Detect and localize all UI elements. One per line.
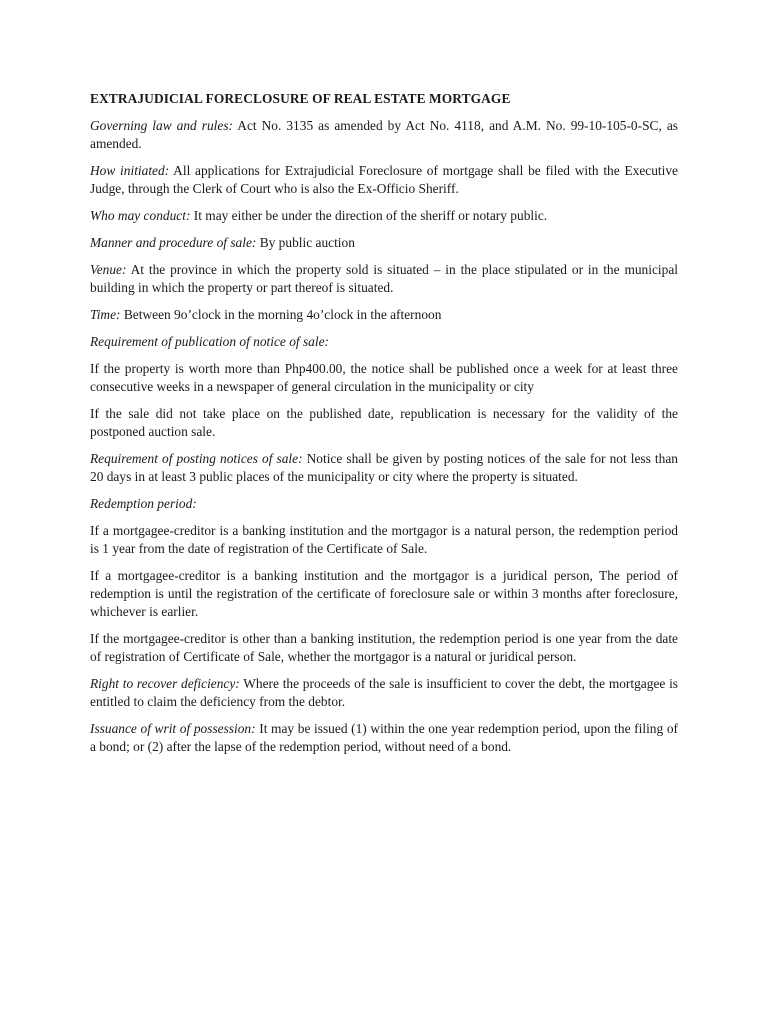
paragraph-text: Where the proceeds of the sale is insufficient to cover the debt, the mortgagee is entitled to claim the deficiency from the debtor. (90, 676, 678, 709)
paragraph-writ-of-possession (90, 720, 678, 756)
paragraph-text: If the property is worth more than Php400.00, the notice shall be published once a week for at least three consecutive weeks in a newspaper of general circulation in the municipality or city (90, 361, 678, 394)
paragraph-label: Who may conduct: (90, 208, 191, 223)
paragraph-label: Redemption period: (90, 496, 197, 511)
paragraph-label: Issuance of writ of possession: (90, 721, 256, 736)
paragraph-text: Notice shall be given by posting notices of the sale for not less than 20 days in at least 3 public places of the municipality or city where the property is situated. (90, 451, 678, 484)
paragraph-text: If a mortgagee-creditor is a banking institution and the mortgagor is a juridical person, The period of redemption is until the registration of the certificate of foreclosure sale or within 3 months after foreclosure, whichever is earlier. (90, 568, 678, 619)
paragraph-redemption-non-bank (90, 630, 678, 666)
paragraph-redemption-natural-person (90, 522, 678, 558)
paragraph-how-initiated (90, 162, 678, 198)
paragraph-text: If the sale did not take place on the published date, republication is necessary for the validity of the postponed auction sale. (90, 406, 678, 439)
paragraph-time (90, 306, 678, 324)
paragraph-text: By public auction (256, 235, 355, 250)
paragraph-governing-law (90, 117, 678, 153)
paragraph-redemption-juridical-person (90, 567, 678, 621)
paragraph-label: Right to recover deficiency: (90, 676, 240, 691)
paragraph-text: All applications for Extrajudicial Foreclosure of mortgage shall be filed with the Executive Judge, through the Clerk of Court who is also the Ex-Officio Sheriff. (90, 163, 678, 196)
paragraph-republication-rule (90, 405, 678, 441)
document-title: EXTRAJUDICIAL FORECLOSURE OF REAL ESTATE MORTGAGE (90, 91, 511, 106)
paragraph-label: Requirement of publication of notice of sale: (90, 334, 329, 349)
paragraph-text: It may either be under the direction of the sheriff or notary public. (190, 208, 548, 223)
paragraph-label: Time: (90, 307, 121, 322)
paragraph-label: How initiated: (90, 163, 170, 178)
document-page (90, 90, 678, 765)
paragraph-text: At the province in which the property sold is situated – in the place stipulated or in the municipal building in which the property or part thereof is situated. (90, 262, 678, 295)
paragraph-label: Governing law and rules: (90, 118, 233, 133)
paragraph-venue (90, 261, 678, 297)
paragraph-text: If the mortgagee-creditor is other than a banking institution, the redemption period is one year from the date of registration of Certificate of Sale, whether the mortgagor is a natural or juridical person. (90, 631, 678, 664)
paragraph-manner-of-sale (90, 234, 678, 252)
paragraph-text: Between 9o’clock in the morning 4o’clock in the afternoon (120, 307, 442, 322)
paragraph-recover-deficiency (90, 675, 678, 711)
paragraph-label: Requirement of posting notices of sale: (90, 451, 303, 466)
paragraph-publication-heading (90, 333, 678, 351)
paragraph-label: Venue: (90, 262, 127, 277)
paragraph-publication-rule (90, 360, 678, 396)
paragraph-posting-notices (90, 450, 678, 486)
paragraph-label: Manner and procedure of sale: (90, 235, 257, 250)
paragraph-redemption-heading (90, 495, 678, 513)
paragraph-text: If a mortgagee-creditor is a banking institution and the mortgagor is a natural person, the redemption period is 1 year from the date of registration of the Certificate of Sale. (90, 523, 678, 556)
paragraph-text: It may be issued (1) within the one year redemption period, upon the filing of a bond; or (2) after the lapse of the redemption period, without need of a bond. (90, 721, 678, 754)
paragraph-who-may-conduct (90, 207, 678, 225)
paragraph-text: Act No. 3135 as amended by Act No. 4118, and A.M. No. 99-10-105-0-SC, as amended. (90, 118, 678, 151)
